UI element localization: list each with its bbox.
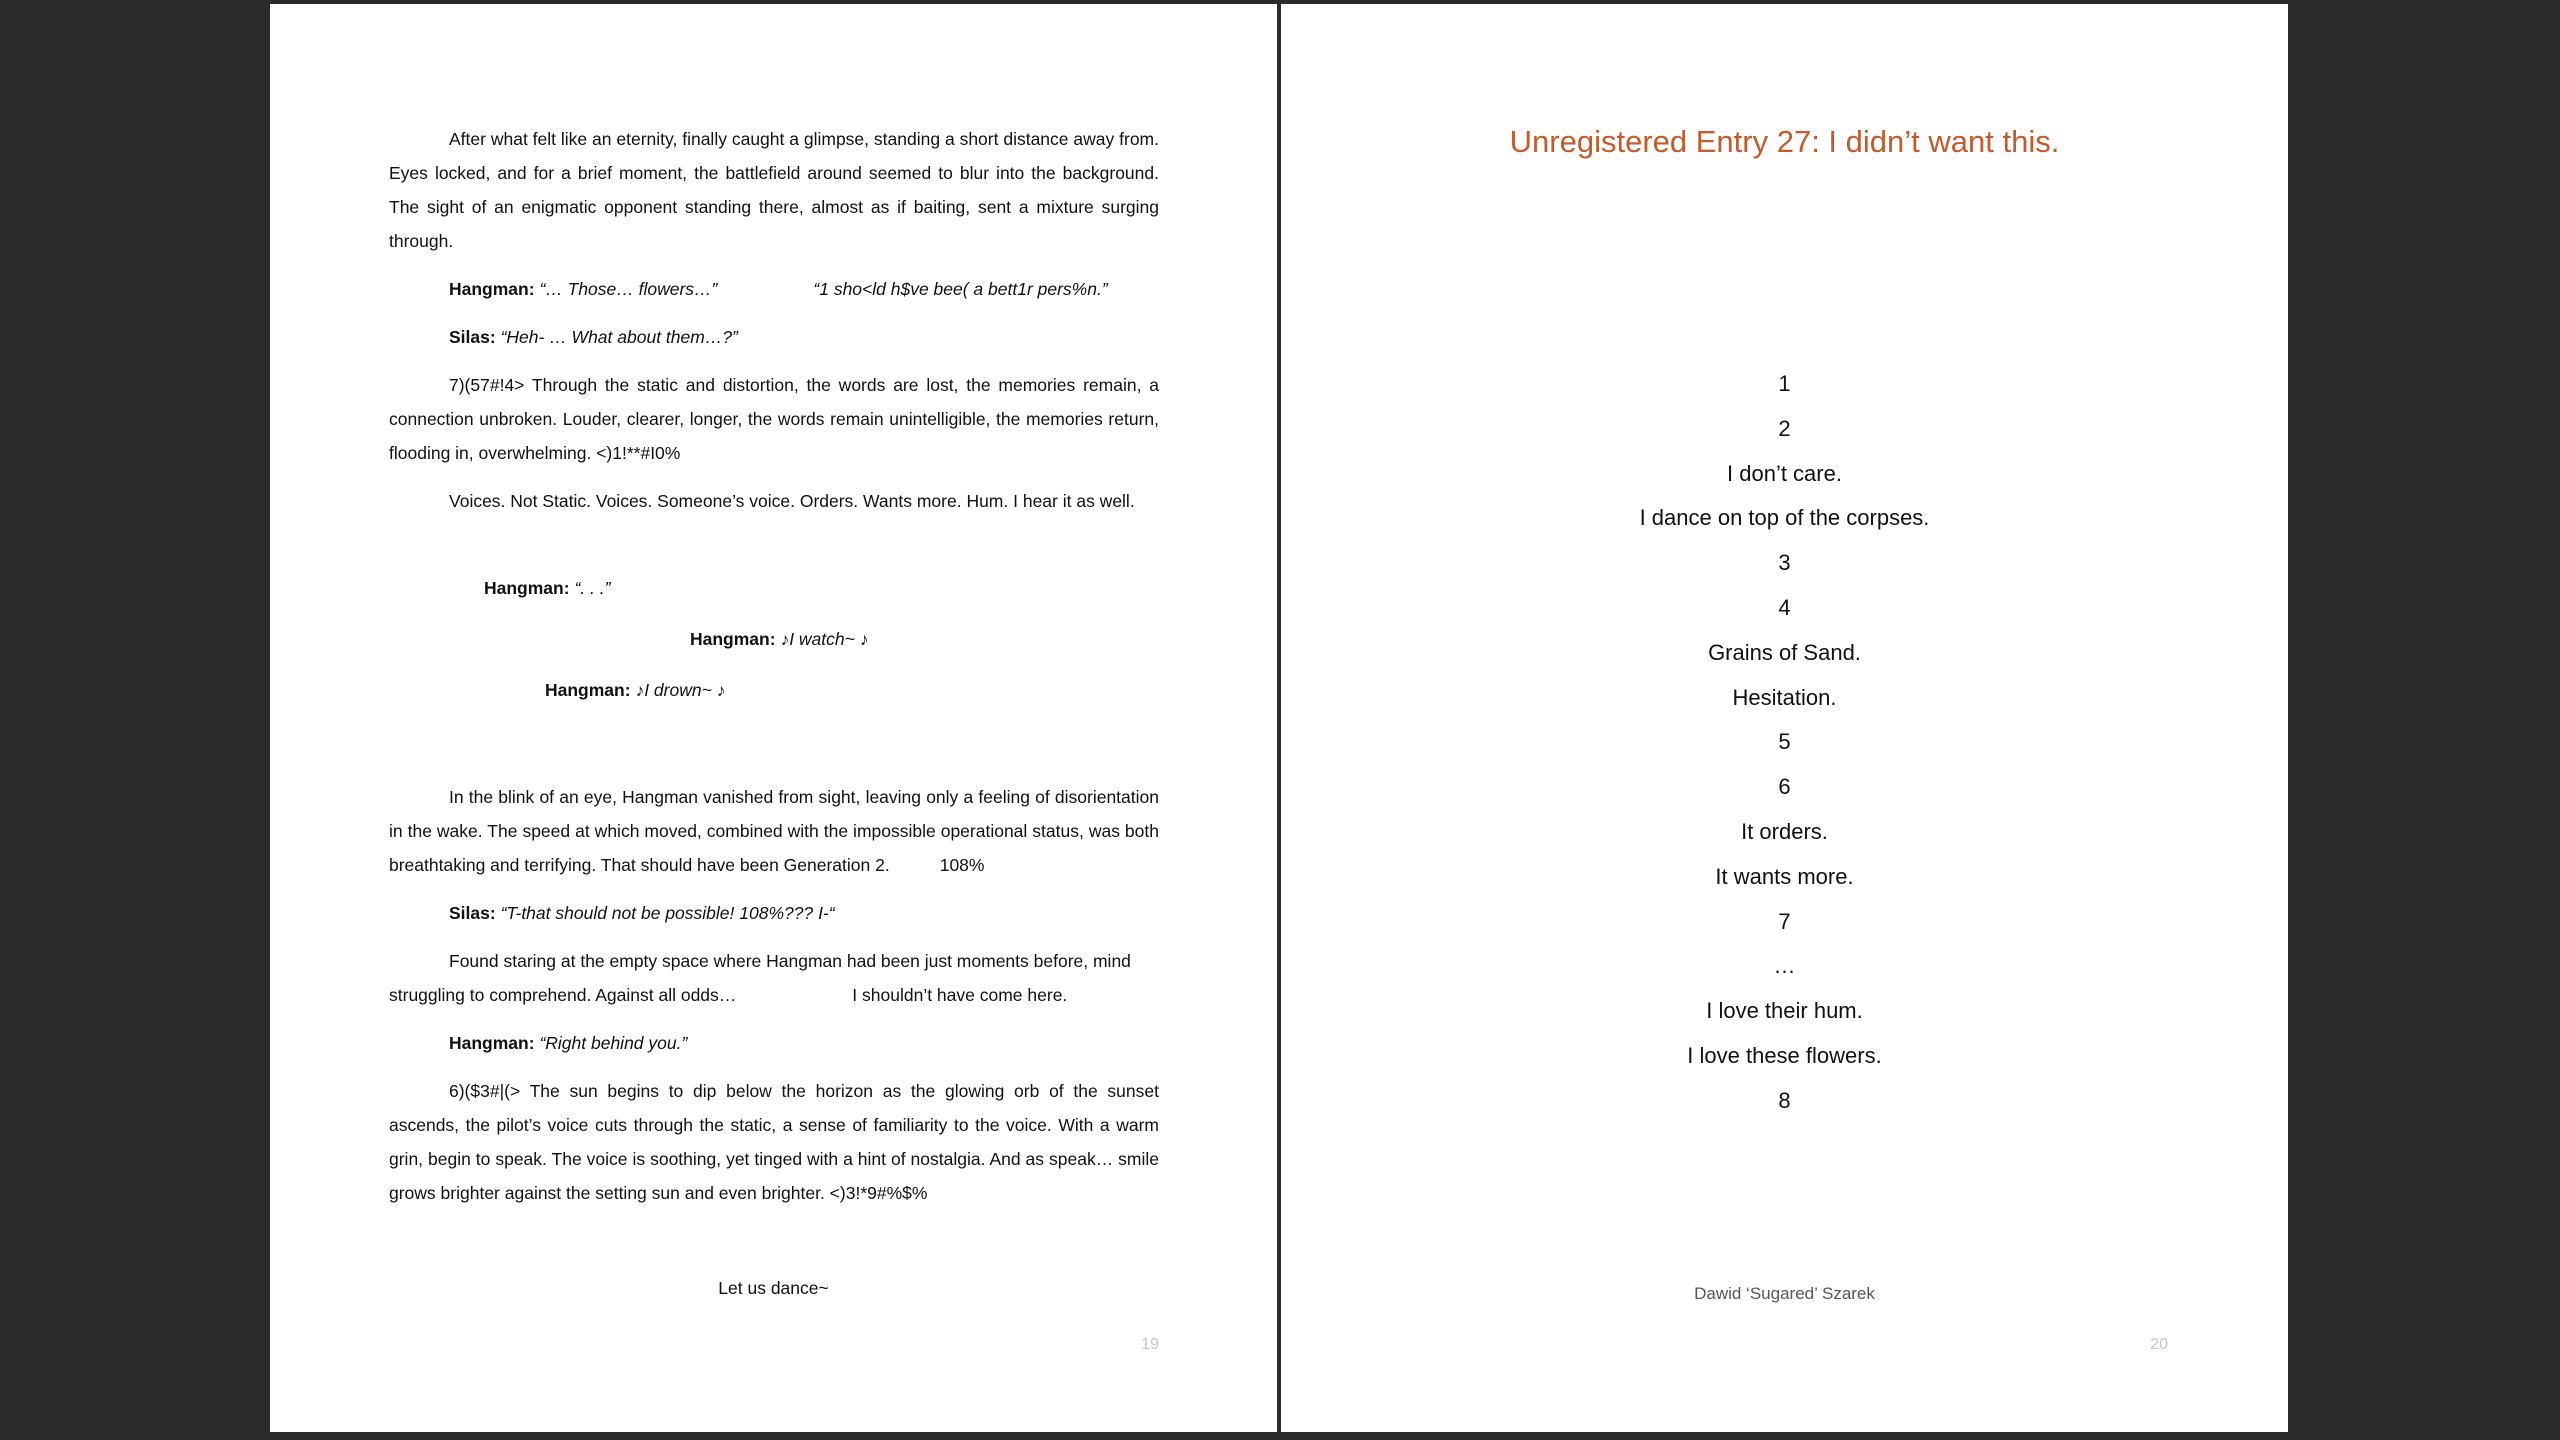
dialogue-line: [389, 320, 1159, 354]
dialogue-quote: “Heh- … What about them…?”: [500, 327, 738, 347]
paragraph: 7)(57#!4> Through the static and distortion, the words are lost, the memories remain, a connection unbroken. Louder, clearer, longer, the words remain unintelligible, the memories return, flooding in, overwhelming. <)1!**#I0%: [389, 375, 1159, 463]
paragraph: Voices. Not Static. Voices. Someone’s voice. Orders. Wants more. Hum. I hear it as well.: [449, 491, 1135, 511]
scattered-dialogue: [545, 680, 725, 701]
paragraph: [389, 944, 1159, 1012]
poem-line: I don’t care.: [1727, 460, 1842, 486]
scattered-dialogue: [484, 578, 610, 599]
poem-line: …: [1773, 953, 1796, 979]
dialogue-quote: ♪I drown~ ♪: [635, 680, 726, 700]
left-page: [270, 4, 1277, 1432]
dialogue-line: [389, 1026, 1159, 1060]
closing-line: [270, 1278, 1277, 1299]
speaker-name: Silas:: [449, 327, 496, 347]
poem-line: 8: [1778, 1087, 1791, 1113]
paragraph: [389, 780, 1159, 882]
left-page-body: [389, 122, 1159, 518]
speaker-name: Silas:: [449, 903, 496, 923]
poem-line: Hesitation.: [1732, 684, 1837, 710]
speaker-name: Hangman:: [449, 1033, 535, 1053]
left-page-body-lower: [389, 780, 1159, 1210]
closing-line-text: Let us dance~: [718, 1278, 829, 1298]
poem-line: 4: [1778, 594, 1791, 620]
poem-line: 6: [1778, 774, 1791, 800]
entry-title: Unregistered Entry 27: I didn’t want this.: [1509, 124, 2060, 159]
dialogue-quote: “… Those… flowers…”: [539, 279, 718, 299]
page-number: 19: [1141, 1336, 1159, 1353]
poem-line: 5: [1778, 729, 1791, 755]
paragraph: 6)($3#|(> The sun begins to dip below the horizon as the glowing orb of the sunset ascends, the pilot’s voice cuts through the static, a sense of familiarity to the voice. With a warm grin, begin to speak. The voice is soothing, yet tinged with a hint of nostalgia. And as speak… smile grows brighter against the setting sun and even brighter. <)3!*9#%$%: [389, 1081, 1159, 1203]
dialogue-line: [389, 272, 1159, 306]
poem-line: 1: [1778, 371, 1791, 396]
speaker-name: Hangman:: [484, 578, 570, 598]
speaker-name: Hangman:: [545, 680, 631, 700]
distorted-aside: “1 sho<ld h$ve bee( a bett1r pers%n.”: [813, 279, 1108, 299]
poem-line: I love their hum.: [1706, 998, 1863, 1024]
paragraph-text: Found staring at the empty space where Hangman had been just moments before, mind struggling to comprehend. Against all odds…: [389, 951, 1131, 1005]
poem-line: I dance on top of the corpses.: [1639, 505, 1930, 531]
right-page: [1281, 4, 2288, 1432]
speaker-name: Hangman:: [449, 279, 535, 299]
dialogue-quote: ♪I watch~ ♪: [780, 629, 869, 649]
scattered-dialogue: [690, 629, 868, 650]
poem-line: It orders.: [1741, 818, 1828, 844]
paragraph: After what felt like an eternity, finally caught a glimpse, standing a short distance away from. Eyes locked, and for a brief moment, the battlefield around seemed to blur into the background. The sight of an enigmatic opponent standing there, almost as if baiting, sent a mixture surging through.: [389, 129, 1159, 251]
poem: [1281, 362, 2288, 1124]
poem-line: It wants more.: [1715, 863, 1854, 889]
poem-line: 3: [1778, 550, 1791, 576]
document-spread: [270, 4, 2290, 1432]
poem-line: I love these flowers.: [1687, 1042, 1882, 1068]
poem-line: 2: [1778, 415, 1791, 441]
paragraph-aside: I shouldn’t have come here.: [852, 985, 1068, 1005]
dialogue-quote: “T-that should not be possible! 108%??? I-“: [500, 903, 835, 923]
page-number: 20: [2150, 1336, 2168, 1353]
speaker-name: Hangman:: [690, 629, 776, 649]
poem-line: Grains of Sand.: [1708, 639, 1861, 665]
author-credit: Dawid ‘Sugared’ Szarek: [1694, 1284, 1875, 1303]
dialogue-quote: “. . .”: [574, 578, 611, 598]
poem-line: 7: [1778, 908, 1791, 934]
paragraph-text: In the blink of an eye, Hangman vanished from sight, leaving only a feeling of disorientation in the wake. The speed at which moved, combined with the impossible operational status, was both breathtaking and terrifying. That should have been Generation 2.: [389, 787, 1159, 875]
paragraph-aside: 108%: [939, 855, 985, 875]
dialogue-line: [389, 896, 1159, 930]
dialogue-quote: “Right behind you.”: [539, 1033, 688, 1053]
